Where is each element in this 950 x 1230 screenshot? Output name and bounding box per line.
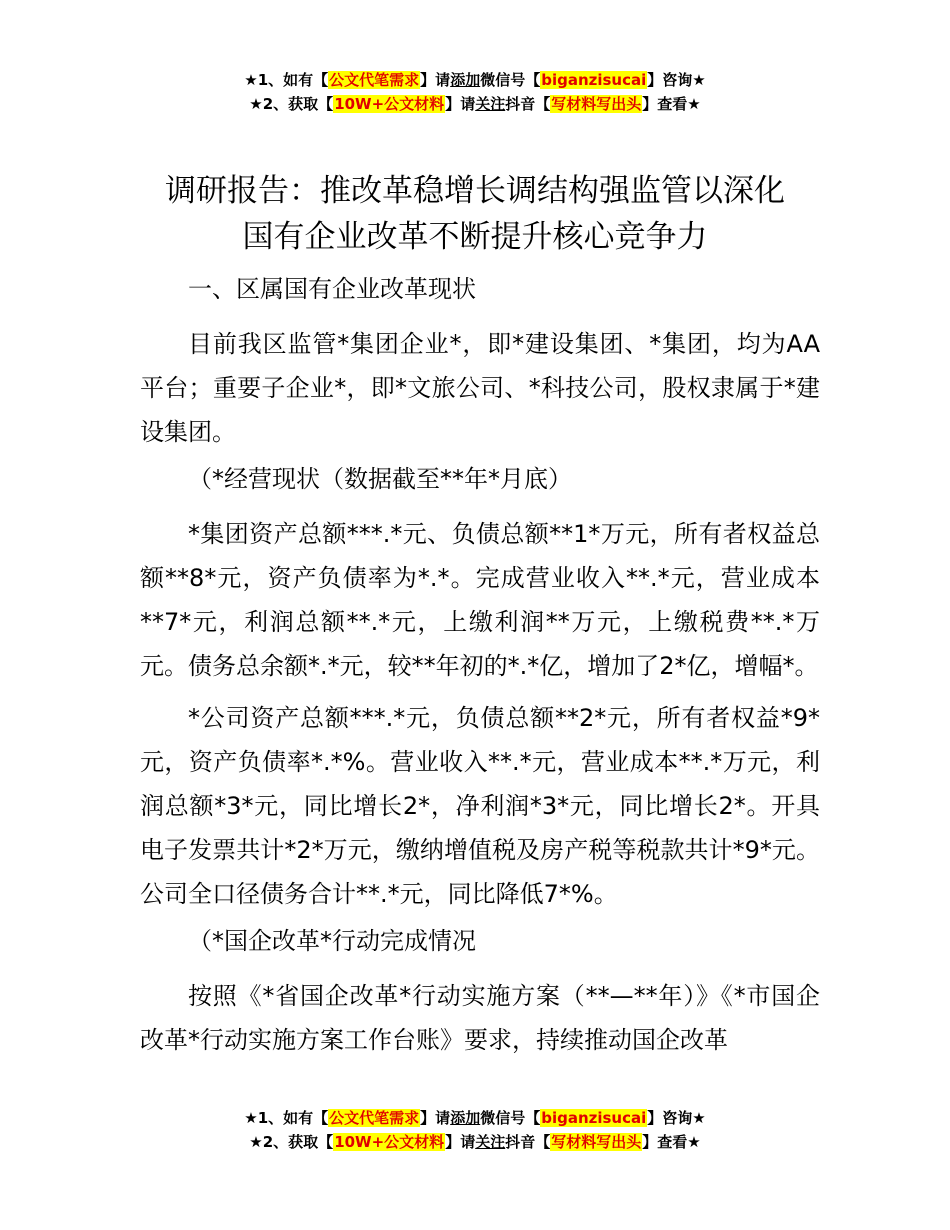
banner-text: 微信号【 [480,71,541,89]
banner-text: 抖音【 [505,1133,551,1151]
banner-line-2 [0,1130,950,1154]
banner-line-1 [0,1106,950,1130]
banner-highlight: 写材料写出头 [551,1133,642,1151]
subsection-heading: （*经营现状（数据截至**年*月底） [188,465,572,493]
footer-banner [0,1106,950,1154]
banner-text: ★1、如有【 [244,1109,329,1127]
header-banner [0,68,950,116]
banner-underlined: 添加 [450,1109,481,1127]
banner-text: 】咨询★ [647,71,706,89]
paragraph: 按照《*省国企改革*行动实施方案（**—**年）》《*市国企改革*行动实施方案工作台账》要求，持续推动国企改革 [140,982,820,1054]
subsection-heading: （*国企改革*行动完成情况 [188,927,476,955]
banner-highlight: biganzisucai [541,1109,647,1127]
banner-highlight: 公文代笔需求 [329,1109,420,1127]
banner-highlight: 公文代笔需求 [329,71,420,89]
banner-text: 】咨询★ [647,1109,706,1127]
title-line-1: 调研报告：推改革稳增长调结构强监管以深化 [165,173,785,209]
banner-highlight: 写材料写出头 [551,95,642,113]
section-heading: 一、区属国有企业改革现状 [188,275,476,303]
paragraph: 目前我区监管*集团企业*，即*建设集团、*集团，均为AA平台；重要子企业*，即*文旅公司、*科技公司，股权隶属于*建设集团。 [140,330,820,446]
document-body [140,272,820,1070]
document-title [100,168,850,260]
banner-text: ★2、获取【 [249,95,334,113]
title-line-2: 国有企业改革不断提升核心竞争力 [242,219,708,255]
banner-text: 微信号【 [480,1109,541,1127]
banner-highlight: 10W+公文材料 [334,95,445,113]
paragraph: *集团资产总额***.*元、负债总额**1*万元，所有者权益总额**8*元，资产负债率为*.*。完成营业收入**.*元，营业成本**7*元，利润总额**.*元，上缴利润**万元，上缴税费**.*万元。债务总余额*.*元，较**年初的*.*亿，增加了2*亿，增幅*。 [140,520,820,680]
banner-text: 】查看★ [642,95,701,113]
banner-underlined: 添加 [450,71,481,89]
banner-text: 】请 [445,95,476,113]
banner-text: 】请 [420,71,451,89]
banner-text: 】请 [445,1133,476,1151]
banner-highlight: 10W+公文材料 [334,1133,445,1151]
paragraph: *公司资产总额***.*元，负债总额**2*元，所有者权益*9*元，资产负债率*.*%。营业收入**.*元，营业成本**.*万元，利润总额*3*元，同比增长2*，净利润*3*元，同比增长2*。开具电子发票共计*2*万元，缴纳增值税及房产税等税款共计*9*元。公司全口径债务合计**.*元，同比降低7*%。 [140,704,820,908]
banner-text: ★1、如有【 [244,71,329,89]
banner-underlined: 关注 [475,95,506,113]
banner-text: 】请 [420,1109,451,1127]
banner-underlined: 关注 [475,1133,506,1151]
banner-line-2 [0,92,950,116]
banner-text: ★2、获取【 [249,1133,334,1151]
banner-text: 抖音【 [505,95,551,113]
banner-highlight: biganzisucai [541,71,647,89]
banner-text: 】查看★ [642,1133,701,1151]
banner-line-1 [0,68,950,92]
